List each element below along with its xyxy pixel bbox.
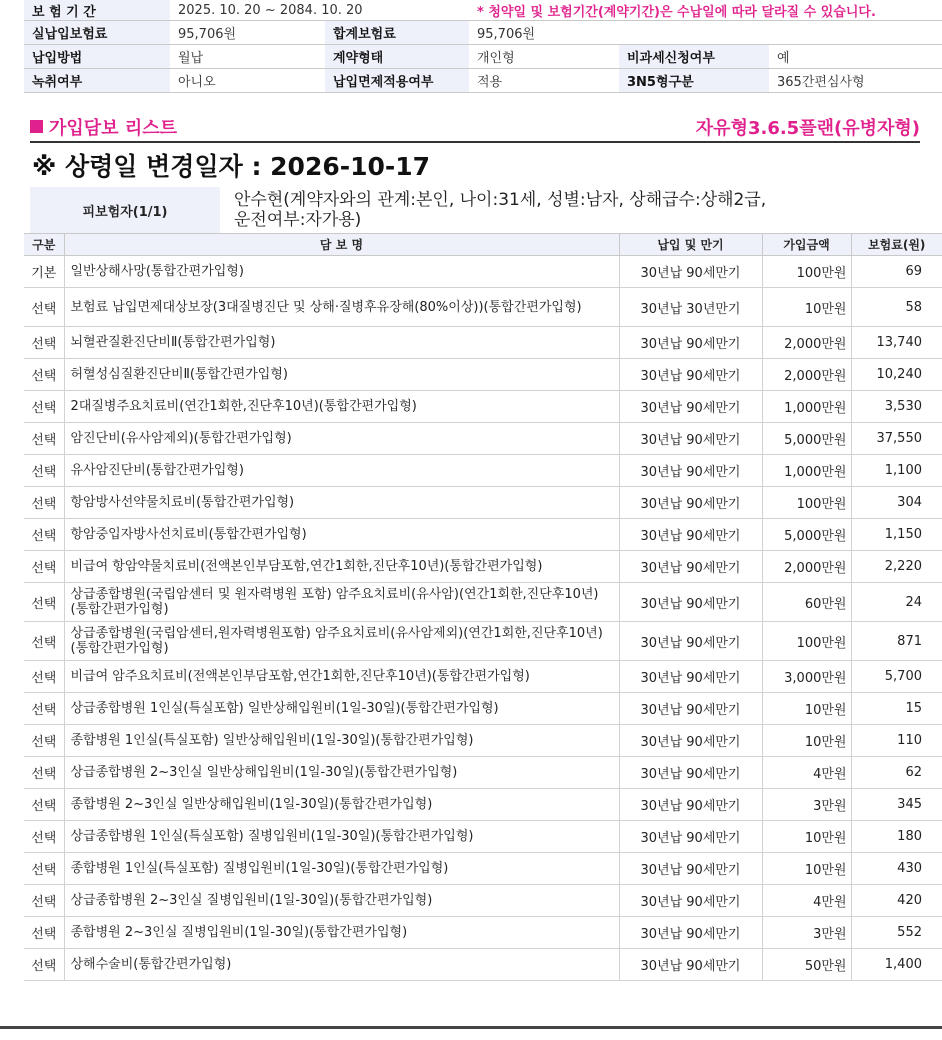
coverage-amount: 10만원 bbox=[762, 693, 851, 725]
coverage-amount: 10만원 bbox=[762, 853, 851, 885]
coverage-row bbox=[24, 359, 942, 391]
field-label: 합계보험료 bbox=[325, 21, 469, 45]
coverage-row bbox=[24, 757, 942, 789]
coverage-term: 30년납 90세만기 bbox=[619, 551, 762, 583]
policy-period-row bbox=[24, 0, 942, 21]
coverage-premium: 62 bbox=[851, 757, 942, 789]
coverage-name: 상급종합병원 1인실(특실포함) 일반상해입원비(1일-30일)(통합간편가입형) bbox=[64, 693, 619, 725]
coverage-premium: 37,550 bbox=[851, 423, 942, 455]
coverage-amount: 3만원 bbox=[762, 789, 851, 821]
change-date-heading: ※ 상령일 변경일자 : 2026-10-17 bbox=[32, 152, 431, 181]
coverage-amount: 10만원 bbox=[762, 288, 851, 327]
coverage-amount: 1,000만원 bbox=[762, 455, 851, 487]
coverage-term: 30년납 90세만기 bbox=[619, 885, 762, 917]
coverage-name: 암진단비(유사암제외)(통합간편가입형) bbox=[64, 423, 619, 455]
coverage-row bbox=[24, 853, 942, 885]
field-value: 예 bbox=[769, 45, 942, 69]
coverage-type: 선택 bbox=[24, 423, 64, 455]
coverage-term: 30년납 90세만기 bbox=[619, 821, 762, 853]
coverage-name: 종합병원 1인실(특실포함) 일반상해입원비(1일-30일)(통합간편가입형) bbox=[64, 725, 619, 757]
coverage-row bbox=[24, 661, 942, 693]
bottom-rule bbox=[0, 1026, 942, 1029]
coverage-term: 30년납 90세만기 bbox=[619, 853, 762, 885]
coverage-premium: 110 bbox=[851, 725, 942, 757]
period-value: 2025. 10. 20 ~ 2084. 10. 20 bbox=[170, 0, 469, 21]
coverage-term: 30년납 90세만기 bbox=[619, 455, 762, 487]
field-value: 월납 bbox=[170, 45, 325, 69]
coverage-premium: 345 bbox=[851, 789, 942, 821]
coverage-row bbox=[24, 327, 942, 359]
coverage-name: 보험료 납입면제대상보장(3대질병진단 및 상해·질병후유장해(80%이상))(통합간편가입형) bbox=[64, 288, 619, 327]
insured-label: 피보험자(1/1) bbox=[30, 187, 220, 233]
coverage-row bbox=[24, 423, 942, 455]
coverage-premium: 1,150 bbox=[851, 519, 942, 551]
coverage-row bbox=[24, 583, 942, 622]
coverage-name: 유사암진단비(통합간편가입형) bbox=[64, 455, 619, 487]
col-header-term: 납입 및 만기 bbox=[619, 234, 762, 256]
coverage-type: 선택 bbox=[24, 757, 64, 789]
field-label: 납입방법 bbox=[24, 45, 170, 69]
coverage-type: 선택 bbox=[24, 622, 64, 661]
coverage-row bbox=[24, 288, 942, 327]
coverage-type: 선택 bbox=[24, 519, 64, 551]
coverage-term: 30년납 90세만기 bbox=[619, 423, 762, 455]
coverage-type: 선택 bbox=[24, 487, 64, 519]
coverage-type: 선택 bbox=[24, 725, 64, 757]
section-title-text: 가입담보 리스트 bbox=[49, 118, 177, 139]
coverage-premium: 13,740 bbox=[851, 327, 942, 359]
policy-row bbox=[24, 21, 942, 45]
coverage-amount: 4만원 bbox=[762, 885, 851, 917]
coverage-row bbox=[24, 789, 942, 821]
coverage-type: 선택 bbox=[24, 551, 64, 583]
coverage-term: 30년납 90세만기 bbox=[619, 487, 762, 519]
field-value: 개인형 bbox=[469, 45, 619, 69]
coverage-premium: 1,100 bbox=[851, 455, 942, 487]
coverage-amount: 10만원 bbox=[762, 725, 851, 757]
policy-row bbox=[24, 69, 942, 93]
field-label: 녹취여부 bbox=[24, 69, 170, 93]
coverage-premium: 3,530 bbox=[851, 391, 942, 423]
coverage-amount: 2,000만원 bbox=[762, 359, 851, 391]
coverage-amount: 50만원 bbox=[762, 949, 851, 981]
coverage-term: 30년납 90세만기 bbox=[619, 949, 762, 981]
coverage-name: 항암중입자방사선치료비(통합간편가입형) bbox=[64, 519, 619, 551]
coverage-type: 선택 bbox=[24, 661, 64, 693]
coverage-type: 선택 bbox=[24, 885, 64, 917]
coverage-term: 30년납 90세만기 bbox=[619, 789, 762, 821]
coverage-type: 선택 bbox=[24, 391, 64, 423]
coverage-header-row bbox=[24, 234, 942, 256]
coverage-name: 뇌혈관질환진단비Ⅱ(통합간편가입형) bbox=[64, 327, 619, 359]
coverage-premium: 69 bbox=[851, 256, 942, 288]
coverage-name: 비급여 암주요치료비(전액본인부담포함,연간1회한,진단후10년)(통합간편가입형) bbox=[64, 661, 619, 693]
section-title bbox=[30, 114, 177, 140]
plan-name: 자유형3.6.5플랜(유병자형) bbox=[695, 118, 920, 139]
coverage-amount: 1,000만원 bbox=[762, 391, 851, 423]
coverage-premium: 304 bbox=[851, 487, 942, 519]
coverage-row bbox=[24, 949, 942, 981]
coverage-name: 종합병원 1인실(특실포함) 질병입원비(1일-30일)(통합간편가입형) bbox=[64, 853, 619, 885]
coverage-row bbox=[24, 455, 942, 487]
coverage-row bbox=[24, 487, 942, 519]
coverage-premium: 10,240 bbox=[851, 359, 942, 391]
coverage-term: 30년납 90세만기 bbox=[619, 359, 762, 391]
coverage-amount: 3만원 bbox=[762, 917, 851, 949]
coverage-name: 허혈성심질환진단비Ⅱ(통합간편가입형) bbox=[64, 359, 619, 391]
field-value: 95,706원 bbox=[170, 21, 325, 45]
coverage-row bbox=[24, 725, 942, 757]
field-value: 적용 bbox=[469, 69, 619, 93]
col-header-amount: 가입금액 bbox=[762, 234, 851, 256]
coverage-term: 30년납 30년만기 bbox=[619, 288, 762, 327]
coverage-amount: 60만원 bbox=[762, 583, 851, 622]
field-value bbox=[769, 21, 942, 45]
field-label: 실납입보험료 bbox=[24, 21, 170, 45]
coverage-term: 30년납 90세만기 bbox=[619, 693, 762, 725]
coverage-name: 상급종합병원(국립암센터,원자력병원포함) 암주요치료비(유사암제외)(연간1회한,진단후10년)(통합간편가입형) bbox=[64, 622, 619, 661]
coverage-type: 선택 bbox=[24, 693, 64, 725]
coverage-premium: 58 bbox=[851, 288, 942, 327]
coverage-term: 30년납 90세만기 bbox=[619, 391, 762, 423]
coverage-amount: 2,000만원 bbox=[762, 551, 851, 583]
coverage-premium: 1,400 bbox=[851, 949, 942, 981]
field-label: 비과세신청여부 bbox=[619, 45, 769, 69]
coverage-term: 30년납 90세만기 bbox=[619, 661, 762, 693]
coverage-amount: 100만원 bbox=[762, 487, 851, 519]
coverage-row bbox=[24, 391, 942, 423]
coverage-amount: 100만원 bbox=[762, 256, 851, 288]
insured-row bbox=[30, 187, 942, 233]
coverage-name: 상급종합병원 2~3인실 일반상해입원비(1일-30일)(통합간편가입형) bbox=[64, 757, 619, 789]
coverage-premium: 2,220 bbox=[851, 551, 942, 583]
insured-details bbox=[220, 187, 942, 233]
coverage-amount: 4만원 bbox=[762, 757, 851, 789]
coverage-premium: 871 bbox=[851, 622, 942, 661]
insured-details-line: 운전여부:자가용) bbox=[234, 210, 362, 230]
coverage-type: 선택 bbox=[24, 288, 64, 327]
coverage-name: 상급종합병원 2~3인실 질병입원비(1일-30일)(통합간편가입형) bbox=[64, 885, 619, 917]
coverage-amount: 2,000만원 bbox=[762, 327, 851, 359]
coverage-name: 일반상해사망(통합간편가입형) bbox=[64, 256, 619, 288]
coverage-row bbox=[24, 693, 942, 725]
coverage-row bbox=[24, 551, 942, 583]
coverage-type: 선택 bbox=[24, 455, 64, 487]
col-header-type: 구분 bbox=[24, 234, 64, 256]
coverage-type: 선택 bbox=[24, 583, 64, 622]
coverage-type: 선택 bbox=[24, 949, 64, 981]
coverage-table bbox=[24, 233, 942, 981]
coverage-name: 항암방사선약물치료비(통합간편가입형) bbox=[64, 487, 619, 519]
coverage-name: 상급종합병원 1인실(특실포함) 질병입원비(1일-30일)(통합간편가입형) bbox=[64, 821, 619, 853]
coverage-type: 선택 bbox=[24, 853, 64, 885]
col-header-premium: 보험료(원) bbox=[851, 234, 942, 256]
coverage-term: 30년납 90세만기 bbox=[619, 256, 762, 288]
coverage-premium: 420 bbox=[851, 885, 942, 917]
field-label bbox=[619, 21, 769, 45]
coverage-term: 30년납 90세만기 bbox=[619, 327, 762, 359]
period-label: 보 험 기 간 bbox=[24, 0, 170, 21]
coverage-premium: 430 bbox=[851, 853, 942, 885]
field-label: 납입면제적용여부 bbox=[325, 69, 469, 93]
field-label: 3N5형구분 bbox=[619, 69, 769, 93]
policy-info-table bbox=[24, 0, 942, 93]
coverage-row bbox=[24, 256, 942, 288]
coverage-type: 선택 bbox=[24, 327, 64, 359]
coverage-name: 종합병원 2~3인실 일반상해입원비(1일-30일)(통합간편가입형) bbox=[64, 789, 619, 821]
col-header-name: 담 보 명 bbox=[64, 234, 619, 256]
coverage-row bbox=[24, 885, 942, 917]
coverage-premium: 24 bbox=[851, 583, 942, 622]
coverage-type: 기본 bbox=[24, 256, 64, 288]
coverage-amount: 5,000만원 bbox=[762, 519, 851, 551]
coverage-type: 선택 bbox=[24, 359, 64, 391]
coverage-amount: 100만원 bbox=[762, 622, 851, 661]
coverage-row bbox=[24, 821, 942, 853]
coverage-name: 2대질병주요치료비(연간1회한,진단후10년)(통합간편가입형) bbox=[64, 391, 619, 423]
coverage-term: 30년납 90세만기 bbox=[619, 519, 762, 551]
coverage-row bbox=[24, 917, 942, 949]
coverage-term: 30년납 90세만기 bbox=[619, 583, 762, 622]
coverage-name: 비급여 항암약물치료비(전액본인부담포함,연간1회한,진단후10년)(통합간편가입형) bbox=[64, 551, 619, 583]
coverage-amount: 5,000만원 bbox=[762, 423, 851, 455]
coverage-type: 선택 bbox=[24, 789, 64, 821]
field-value: 아니오 bbox=[170, 69, 325, 93]
coverage-term: 30년납 90세만기 bbox=[619, 757, 762, 789]
coverage-term: 30년납 90세만기 bbox=[619, 622, 762, 661]
coverage-premium: 180 bbox=[851, 821, 942, 853]
coverage-name: 종합병원 2~3인실 질병입원비(1일-30일)(통합간편가입형) bbox=[64, 917, 619, 949]
policy-row bbox=[24, 45, 942, 69]
coverage-name: 상급종합병원(국립암센터 및 원자력병원 포함) 암주요치료비(유사암)(연간1회한,진단후10년)(통합간편가입형) bbox=[64, 583, 619, 622]
coverage-name: 상해수술비(통합간편가입형) bbox=[64, 949, 619, 981]
coverage-row bbox=[24, 519, 942, 551]
coverage-row bbox=[24, 622, 942, 661]
coverage-term: 30년납 90세만기 bbox=[619, 917, 762, 949]
coverage-premium: 15 bbox=[851, 693, 942, 725]
insured-details-line: 안수현(계약자와의 관계:본인, 나이:31세, 성별:남자, 상해급수:상해2급, bbox=[234, 190, 767, 210]
coverage-type: 선택 bbox=[24, 821, 64, 853]
coverage-type: 선택 bbox=[24, 917, 64, 949]
coverage-term: 30년납 90세만기 bbox=[619, 725, 762, 757]
coverage-premium: 5,700 bbox=[851, 661, 942, 693]
coverage-amount: 3,000만원 bbox=[762, 661, 851, 693]
coverage-premium: 552 bbox=[851, 917, 942, 949]
period-notice: * 청약일 및 보험기간(계약기간)은 수납일에 따라 달라질 수 있습니다. bbox=[469, 0, 942, 21]
field-value: 95,706원 bbox=[469, 21, 619, 45]
field-value: 365간편심사형 bbox=[769, 69, 942, 93]
coverage-amount: 10만원 bbox=[762, 821, 851, 853]
square-bullet-icon bbox=[30, 120, 43, 133]
section-header bbox=[30, 113, 920, 143]
field-label: 계약형태 bbox=[325, 45, 469, 69]
